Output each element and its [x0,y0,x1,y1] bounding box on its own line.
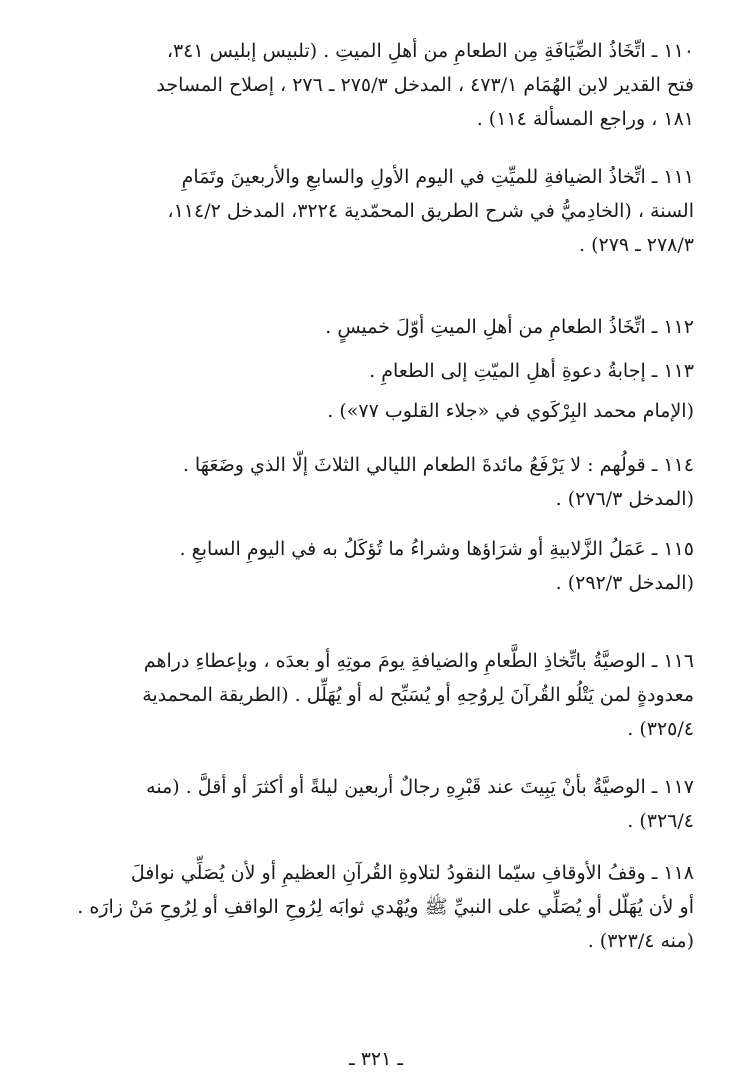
entry-citation: (منه ٣٢٣/٤) . [587,930,694,952]
entry-line: ٣٢٥/٤) . [627,718,694,740]
entry-line: ١١٦ ـ الوصيَّةُ باتِّخاذِ الطَّعامِ والضيافةِ يومَ موتِهِ أو بعدَه ، وبإعطاءِ دراهم [143,650,694,672]
entry-line: ٢٧٨/٣ ـ ٢٧٩) . [578,234,694,256]
entry-citation: (الإمام محمد البِرْكَوي في «جلاء القلوب ٧٧») . [327,400,694,422]
entry-line: السنة ، (الخادِميُّ في شرح الطريق المحمّدية ٣٢٢٤، المدخل ١١٤/٢، [167,200,694,222]
entry-116 [56,644,694,746]
entry-line: ١١١ ـ اتِّخاذُ الضيافةِ للميِّتِ في اليوم الأولِ والسابعِ والأربعينَ وتَمَامِ [181,166,694,188]
entry-117 [56,770,694,838]
entry-citation: (المدخل ٢٧٦/٣) . [555,488,694,510]
entry-line: ١١٣ ـ إجابةُ دعوةِ أهلِ الميّتِ إلى الطعامِ . [369,360,694,382]
entry-line: فتح القدير لابن الهُمَام ٤٧٣/١ ، المدخل ٢٧٥/٣ ـ ٢٧٦ ، إصلاح المساجد [156,74,694,96]
entry-line: أو لأن يُهَلّل أو يُصَلِّي على النبيِّ ﷺ ويُهْدي ثوابَه لِرُوحِ الواقفِ أو لِرُوحِ مَنْ زارَه . [77,896,694,918]
entry-line: ١١٢ ـ اتِّخَاذُ الطعامِ من أهلِ الميتِ أوّلَ خميسٍ . [325,316,694,338]
entry-112 [56,310,694,344]
entry-110 [56,34,694,136]
entry-line: ١١٤ ـ قولُهم : لا يَرْفَعُ مائدةَ الطعام الليالي الثلاثَ إلّا الذي وضَعَهَا . [182,454,694,476]
entry-line: ١١٧ ـ الوصيَّةُ بأنْ يَبِيتَ عند قَبْرِهِ رجالٌ أربعين ليلةً أو أكثرَ أو أقلَّ . (منه [146,776,694,798]
entry-115 [56,532,694,600]
entry-line: ١٨١ ، وراجع المسألة ١١٤) . [476,108,694,130]
entry-citation: (المدخل ٢٩٢/٣) . [555,572,694,594]
entry-line: ٣٢٦/٤) . [627,810,694,832]
entry-line: معدودةٍ لمن يَتْلُو القُرآنَ لِروُحِهِ أو يُسَبِّح له أو يُهَلِّل . (الطريقة المحمدية [142,684,694,706]
entry-111 [56,160,694,262]
page-number: ـ ٣٢١ ـ [349,1048,403,1070]
entry-113 [56,354,694,428]
entry-114 [56,448,694,516]
entry-line: ١١٠ ـ اتِّخَاذُ الضِّيَافَةِ مِن الطعامِ من أهلِ الميتِ . (تلبيس إبليس ٣٤١، [166,40,694,62]
entry-line: ١١٥ ـ عَمَلُ الزَّلابيةِ أو شرَاؤها وشراءُ ما تُؤكَلُ به في اليومِ السابعِ . [179,538,694,560]
entry-118 [56,856,694,958]
entry-line: ١١٨ ـ وقفُ الأوقافِ سيّما النقودُ لتلاوةِ القُرآنِ العظيمِ أو لأن يُصَلِّي نوافلَ [130,862,694,884]
